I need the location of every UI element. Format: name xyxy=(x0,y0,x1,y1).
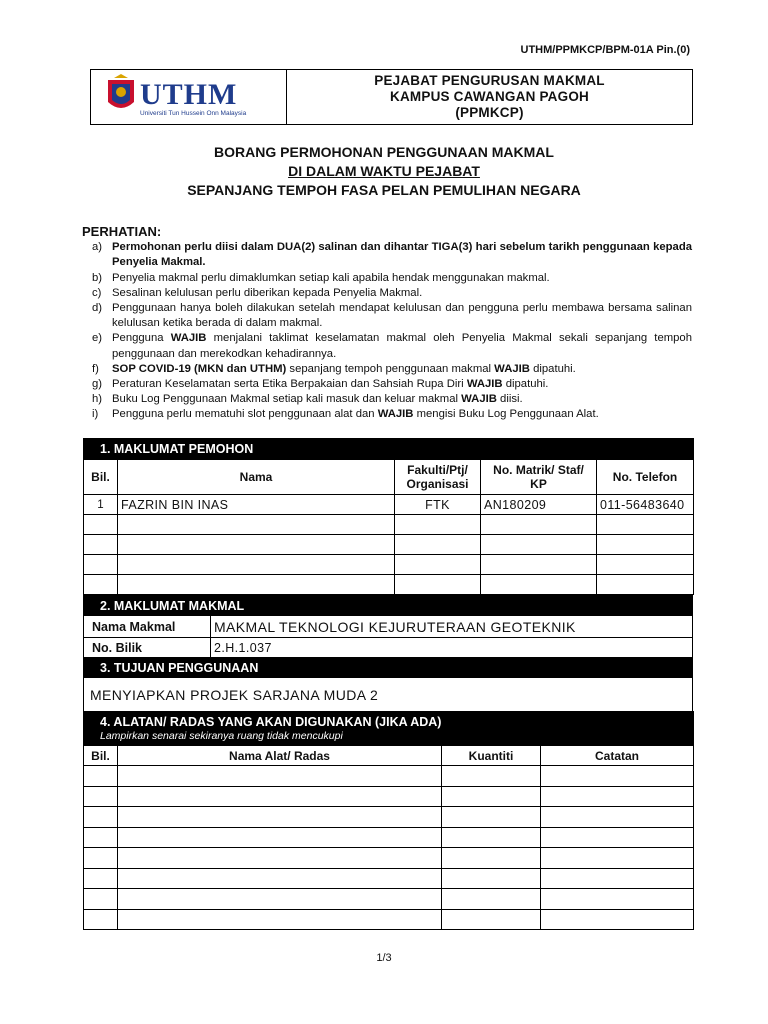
col-bil: Bil. xyxy=(84,746,118,766)
col-fakulti: Fakulti/Ptj/ Organisasi xyxy=(395,460,481,495)
form-title xyxy=(0,143,768,200)
section-1-heading: 1. MAKLUMAT PEMOHON xyxy=(84,439,694,460)
col-nama-alat: Nama Alat/ Radas xyxy=(118,746,442,766)
logo-subtitle: Universiti Tun Hussein Onn Malaysia xyxy=(139,110,246,117)
col-bil: Bil. xyxy=(84,460,118,495)
table-row xyxy=(84,868,694,889)
document-reference: UTHM/PPMKCP/BPM-01A Pin.(0) xyxy=(520,44,690,56)
applicant-nama[interactable]: FAZRIN BIN INAS xyxy=(118,495,395,515)
applicant-matrik[interactable]: AN180209 xyxy=(481,495,597,515)
table-row xyxy=(84,786,694,807)
col-catatan: Catatan xyxy=(541,746,694,766)
col-matrik: No. Matrik/ Staf/ KP xyxy=(481,460,597,495)
table-row xyxy=(84,889,694,910)
purpose-table xyxy=(83,657,693,712)
lab-name-field[interactable]: MAKMAL TEKNOLOGI KEJURUTERAAN GEOTEKNIK xyxy=(211,616,693,638)
table-row xyxy=(84,535,694,555)
table-row xyxy=(84,555,694,575)
notice-item: g) Peraturan Keselamatan serta Etika Berpakaian dan Sahsiah Rupa Diri WAJIB dipatuhi. xyxy=(92,378,549,391)
notice-item: a) Permohonan perlu diisi dalam DUA(2) salinan dan dihantar TIGA(3) hari sebelum tarikh penggunaan kepada Penyelia Makmal. xyxy=(92,241,692,269)
notice-item: e) Pengguna WAJIB menjalani taklimat keselamatan makmal oleh Penyelia Makmal sekali sepanjang tempoh penggunaan dan merekodkan kehadirannya. xyxy=(92,332,692,360)
header-box xyxy=(90,69,693,125)
table-row xyxy=(84,766,694,787)
col-nama: Nama xyxy=(118,460,395,495)
notice-item: d) Penggunaan hanya boleh dilakukan setelah mendapat kelulusan dan pengguna perlu membawa bersama salinan kelulusan ketika berada di dalam makmal. xyxy=(92,302,692,330)
table-row xyxy=(84,807,694,828)
notice-item: i) Pengguna perlu mematuhi slot penggunaan alat dan WAJIB mengisi Buku Log Penggunaan Alat. xyxy=(92,408,599,421)
notice-item: b) Penyelia makmal perlu dimaklumkan setiap kali apabila hendak menggunakan makmal. xyxy=(92,271,550,284)
section-4-subheading: Lampirkan senarai sekiranya ruang tidak mencukupi xyxy=(100,729,343,742)
room-number-label: No. Bilik xyxy=(84,638,211,658)
lab-name-label: Nama Makmal xyxy=(84,616,211,638)
table-row xyxy=(84,575,694,595)
col-telefon: No. Telefon xyxy=(597,460,694,495)
title-line-1: BORANG PERMOHONAN PENGGUNAAN MAKMAL xyxy=(214,144,554,160)
office-line-1: PEJABAT PENGURUSAN MAKMAL xyxy=(374,73,605,88)
applicant-telefon[interactable]: 011-56483640 xyxy=(597,495,694,515)
title-line-2: DI DALAM WAKTU PEJABAT xyxy=(288,163,480,179)
notice-section xyxy=(82,224,692,423)
office-line-3: (PPMKCP) xyxy=(455,105,524,120)
notice-item: f) SOP COVID-19 (MKN dan UTHM) sepanjang tempoh penggunaan makmal WAJIB dipatuhi. xyxy=(92,362,576,375)
notice-item: h) Buku Log Penggunaan Makmal setiap kali masuk dan keluar makmal WAJIB diisi. xyxy=(92,393,523,406)
applicant-bil[interactable]: 1 xyxy=(84,495,118,515)
table-row xyxy=(84,848,694,869)
section-3-heading: 3. TUJUAN PENGGUNAAN xyxy=(84,658,693,678)
table-row xyxy=(84,515,694,535)
page-number: 1/3 xyxy=(376,952,392,964)
uthm-crest-icon xyxy=(104,74,274,120)
room-number-field[interactable]: 2.H.1.037 xyxy=(211,638,693,658)
lab-info-table xyxy=(83,595,693,658)
table-row xyxy=(84,495,694,515)
notice-heading: PERHATIAN: xyxy=(82,224,162,239)
uthm-logo xyxy=(91,70,287,124)
applicant-fakulti[interactable]: FTK xyxy=(395,495,481,515)
office-line-2: KAMPUS CAWANGAN PAGOH xyxy=(390,89,589,104)
logo-wordmark: UTHM xyxy=(139,78,237,111)
purpose-field[interactable]: MENYIAPKAN PROJEK SARJANA MUDA 2 xyxy=(84,678,693,712)
equipment-table xyxy=(83,711,694,930)
office-name xyxy=(287,70,692,124)
section-2-heading: 2. MAKLUMAT MAKMAL xyxy=(84,596,693,616)
applicant-table xyxy=(83,438,694,595)
title-line-3: SEPANJANG TEMPOH FASA PELAN PEMULIHAN NEGARA xyxy=(187,182,581,198)
notice-item: c) Sesalinan kelulusan perlu diberikan kepada Penyelia Makmal. xyxy=(92,286,423,299)
col-kuantiti: Kuantiti xyxy=(442,746,541,766)
table-row xyxy=(84,827,694,848)
section-4-heading: 4. ALATAN/ RADAS YANG AKAN DIGUNAKAN (JIKA ADA) Lampirkan senarai sekiranya ruang tidak mencukupi xyxy=(84,712,694,746)
table-row xyxy=(84,909,694,930)
